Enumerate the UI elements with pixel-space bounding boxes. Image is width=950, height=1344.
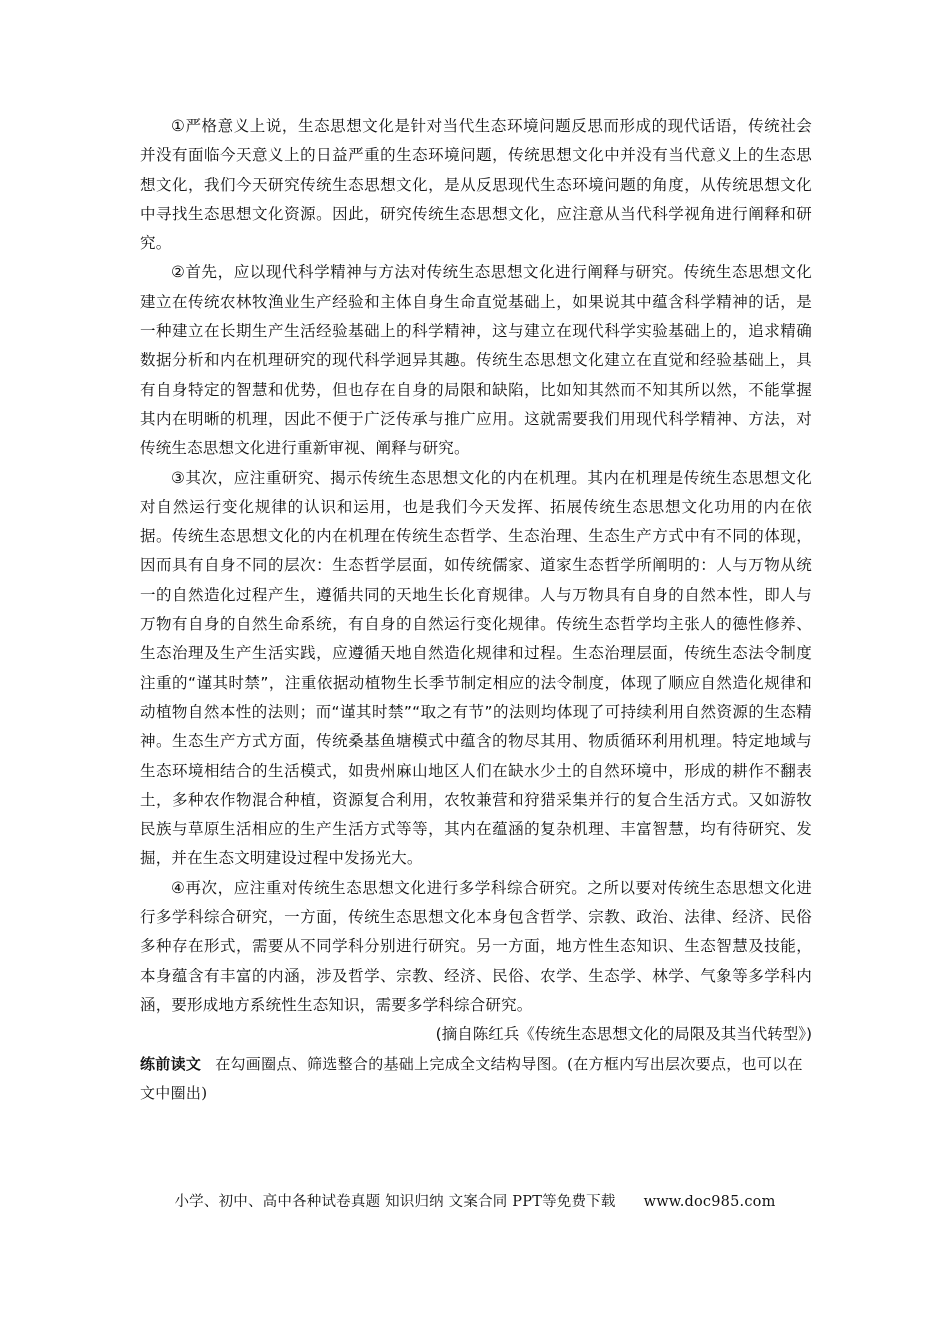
practice-instruction (140, 1050, 812, 1109)
paragraph-4: ④再次，应注重对传统生态思想文化进行多学科综合研究。之所以要对传统生态思想文化进行多学科综合研究，一方面，传统生态思想文化本身包含哲学、宗教、政治、法律、经济、民俗多种存在形式，需要从不同学科分别进行研究。另一方面，地方性生态知识、生态智慧及技能，本身蕴含有丰富的内涵，涉及哲学、宗教、经济、民俗、农学、生态学、林学、气象等多学科内涵，要形成地方系统性生态知识，需要多学科综合研究。 (140, 878, 812, 1014)
paragraph-1: ①严格意义上说，生态思想文化是针对当代生态环境问题反思而形成的现代话语，传统社会并没有面临今天意义上的日益严重的生态环境问题，传统思想文化中并没有当代意义上的生态思想文化，我们今天研究传统生态思想文化，是从反思现代生态环境问题的角度，从传统思想文化中寻找生态思想文化资源。因此，研究传统生态思想文化，应注意从当代科学视角进行阐释和研究。 (140, 117, 812, 253)
page-footer (0, 1190, 950, 1211)
footer-text: 小学、初中、高中各种试卷真题 知识归纳 文案合同 PPT等免费下载 (174, 1194, 616, 1210)
paragraph-3: ③其次，应注重研究、揭示传统生态思想文化的内在机理。其内在机理是传统生态思想文化对自然运行变化规律的认识和运用，也是我们今天发挥、拓展传统生态思想文化功用的内在依据。传统生态思想文化的内在机理在传统生态哲学、生态治理、生态生产方式中有不同的体现，因而具有自身不同的层次：生态哲学层面，如传统儒家、道家生态哲学所阐明的：人与万物从统一的自然造化过程产生，遵循共同的天地生长化育规律。人与万物具有自身的自然本性，即人与万物有自身的自然生命系统，有自身的自然运行变化规律。传统生态哲学均主张人的德性修养、生态治理及生产生活实践，应遵循天地自然造化规律和过程。生态治理层面，传统生态法令制度注重的“谨其时禁”，注重依据动植物生长季节制定相应的法令制度，体现了顺应自然造化规律和动植物自然本性的法则；而“谨其时禁”“取之有节”的法则均体现了可持续利用自然资源的生态精神。生态生产方式方面，传统桑基鱼塘模式中蕴含的物尽其用、物质循环利用机理。特定地域与生态环境相结合的生活模式，如贵州麻山地区人们在缺水少土的自然环境中，形成的耕作不翻表土，多种农作物混合种植，资源复合利用，农牧兼营和狩猎采集并行的复合生活方式。又如游牧民族与草原生活相应的生产生活方式等等，其内在蕴涵的复杂机理、丰富智慧，均有待研究、发掘，并在生态文明建设过程中发扬光大。 (140, 468, 812, 868)
source-citation: (摘自陈红兵《传统生态思想文化的局限及其当代转型》) (435, 1025, 812, 1044)
practice-label: 练前读文 (140, 1054, 202, 1073)
article-body (140, 112, 812, 1108)
footer-site-link[interactable]: www.doc985.com (643, 1194, 776, 1210)
paragraph-2: ②首先，应以现代科学精神与方法对传统生态思想文化进行阐释与研究。传统生态思想文化建立在传统农林牧渔业生产经验和主体自身生命直觉基础上，如果说其中蕴含科学精神的话，是一种建立在长期生产生活经验基础上的科学精神，这与建立在现代科学实验基础上的，追求精确数据分析和内在机理研究的现代科学迥异其趣。传统生态思想文化建立在直觉和经验基础上，具有自身特定的智慧和优势，但也存在自身的局限和缺陷，比如知其然而不知其所以然，不能掌握其内在明晰的机理，因此不便于广泛传承与推广应用。这就需要我们用现代科学精神、方法，对传统生态思想文化进行重新审视、阐释与研究。 (140, 263, 812, 458)
practice-text: 在勾画圈点、筛选整合的基础上完成全文结构导图。(在方框内写出层次要点，也可以在文中圈出) (140, 1054, 803, 1102)
